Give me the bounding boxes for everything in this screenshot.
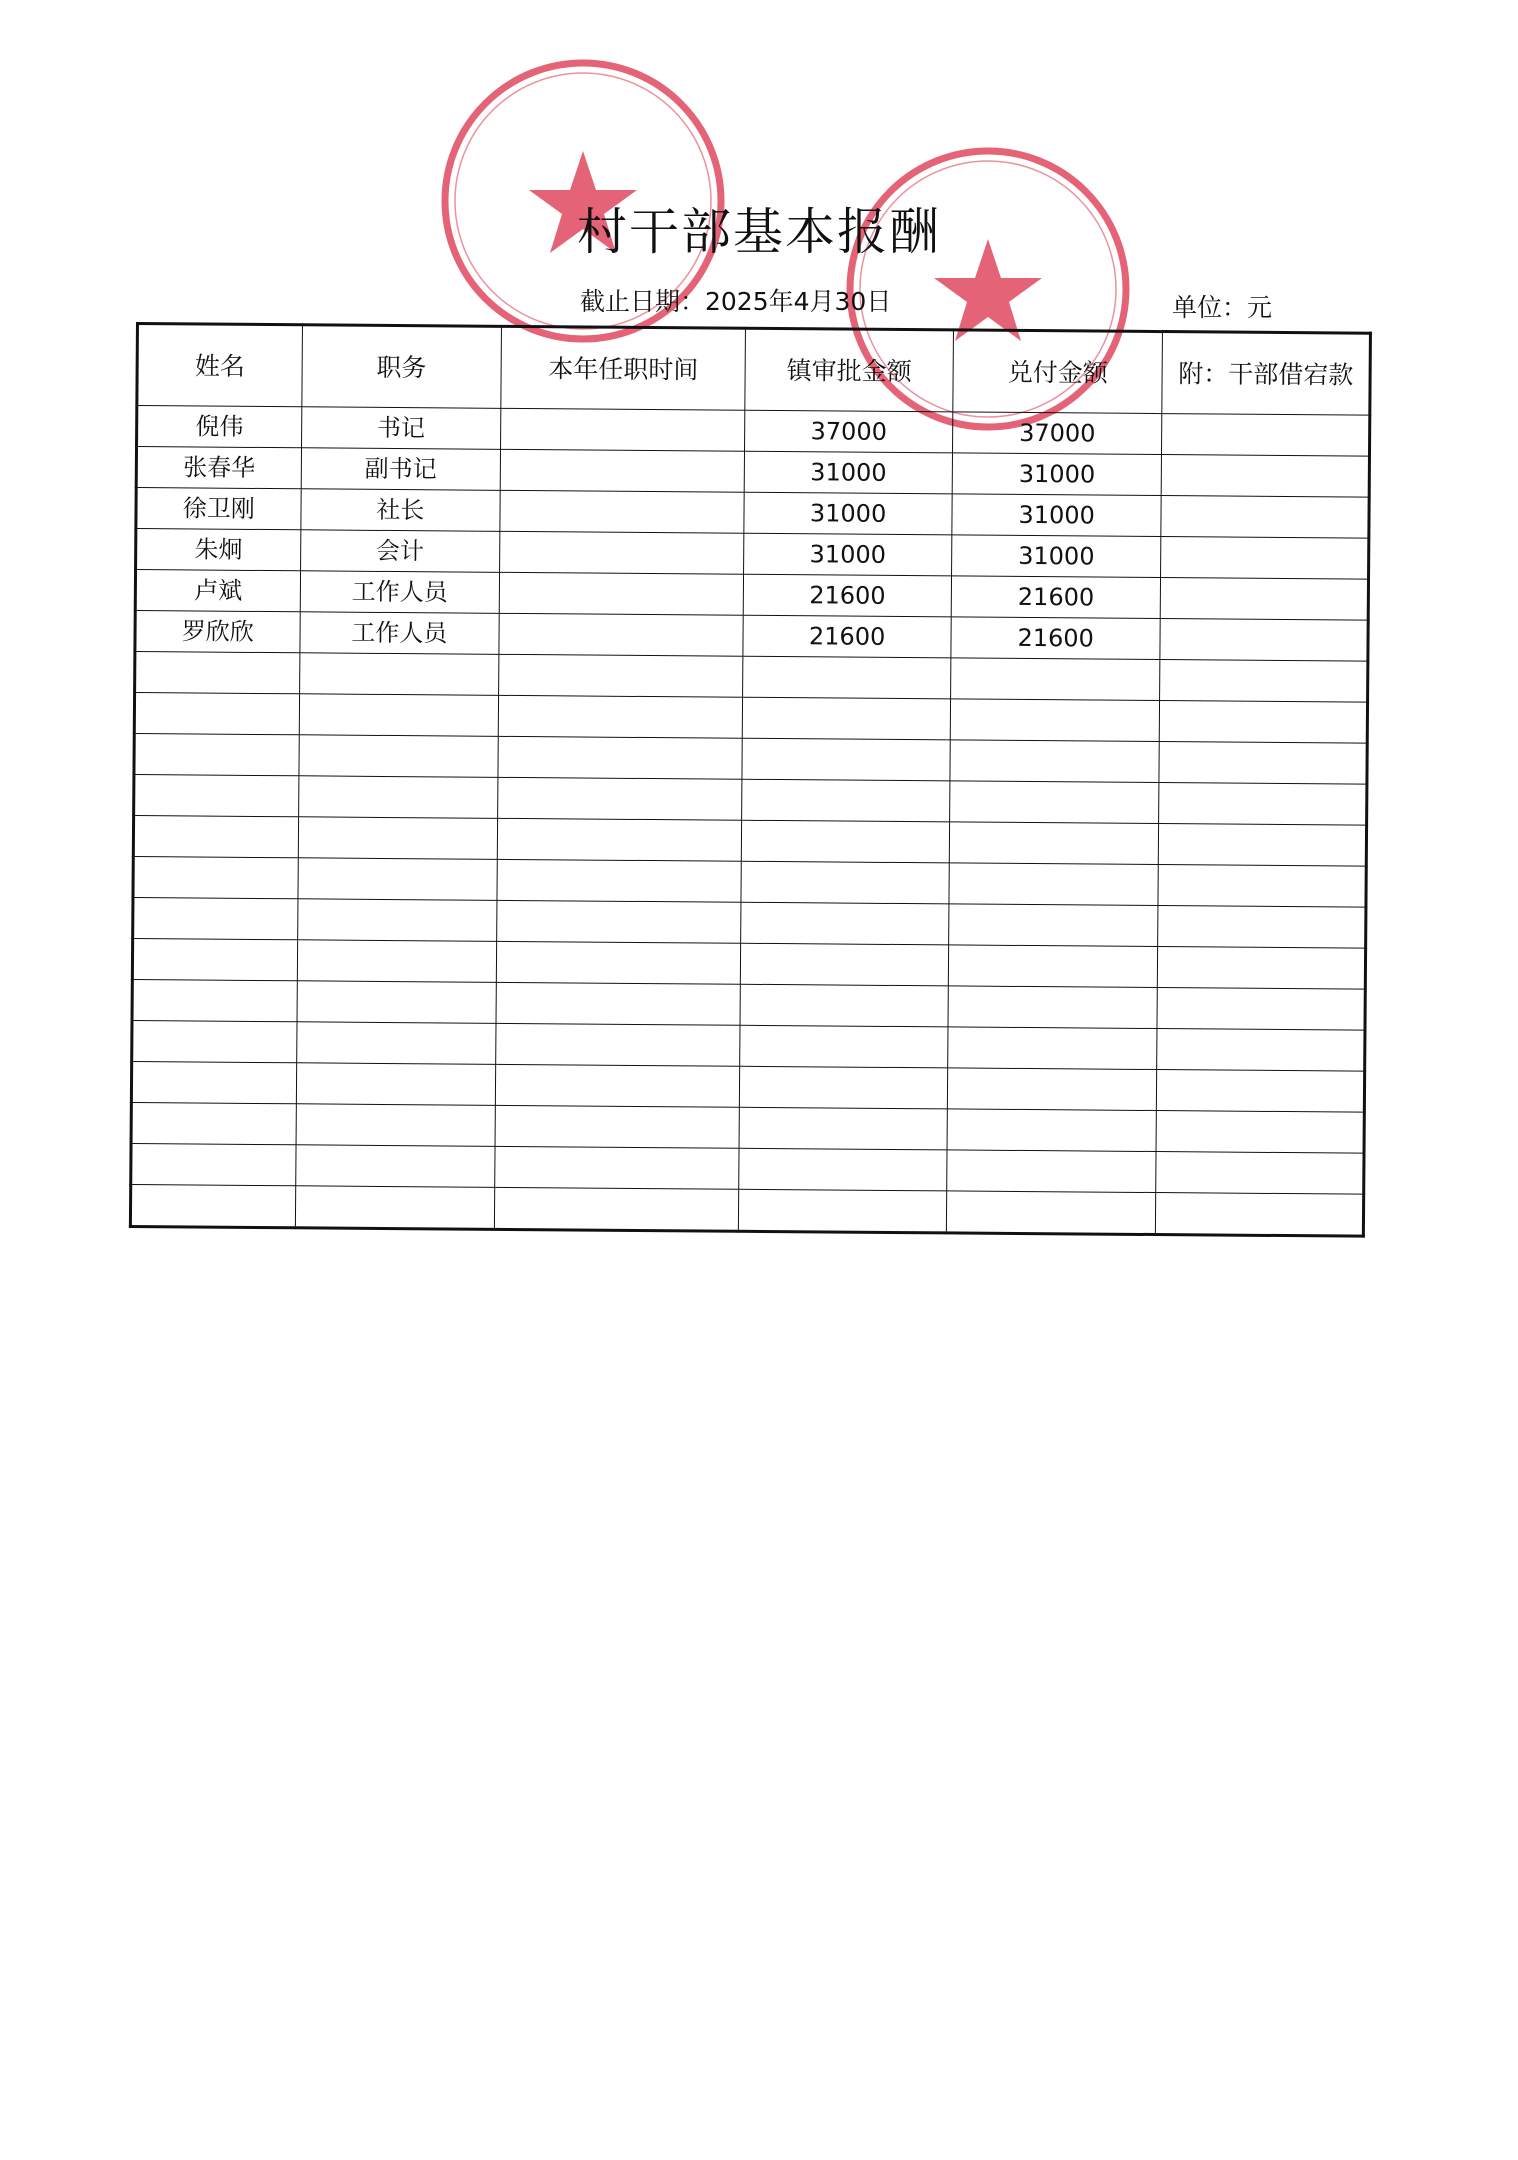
remuneration-table	[129, 322, 1372, 1238]
cell-tenure	[499, 613, 744, 656]
cell-name	[131, 1061, 296, 1103]
cell-paid-amount	[949, 904, 1159, 947]
cell-paid-amount: 31000	[952, 494, 1162, 537]
cell-name	[132, 979, 297, 1021]
cell-tenure	[498, 695, 743, 738]
cell-cadre-loans	[1161, 537, 1369, 580]
cell-approved-amount	[741, 902, 949, 945]
cell-position	[296, 1063, 496, 1106]
cell-cadre-loans	[1160, 619, 1368, 662]
cell-name	[131, 1143, 296, 1185]
cell-tenure	[497, 859, 742, 902]
cell-name	[130, 1184, 295, 1227]
cell-tenure	[500, 490, 745, 533]
cell-approved-amount	[739, 1107, 947, 1150]
cell-approved-amount	[739, 1148, 947, 1191]
cell-approved-amount: 21600	[743, 615, 951, 658]
cell-cadre-loans	[1162, 414, 1370, 457]
cell-position: 社长	[300, 489, 500, 532]
cell-paid-amount	[949, 822, 1159, 865]
cell-name	[135, 652, 300, 694]
cell-paid-amount	[948, 1027, 1158, 1070]
header-name: 姓名	[137, 324, 302, 407]
cell-position: 副书记	[301, 448, 501, 491]
cell-paid-amount	[948, 945, 1158, 988]
header-tenure: 本年任职时间	[501, 326, 746, 410]
cell-approved-amount	[740, 984, 948, 1027]
cell-approved-amount	[740, 1025, 948, 1068]
cell-approved-amount: 31000	[744, 533, 952, 576]
cell-cadre-loans	[1159, 742, 1367, 785]
cell-name	[131, 1102, 296, 1144]
cell-cadre-loans	[1157, 1070, 1365, 1113]
table-header-row	[137, 324, 1371, 416]
cell-name	[132, 938, 297, 980]
cell-position	[299, 694, 499, 737]
cell-paid-amount	[949, 863, 1159, 906]
cell-tenure	[495, 1064, 740, 1107]
cell-approved-amount	[740, 1066, 948, 1109]
cutoff-date: 截止日期：2025年4月30日	[580, 287, 892, 316]
cell-paid-amount: 21600	[951, 576, 1161, 619]
cell-name	[134, 774, 299, 816]
cell-cadre-loans	[1158, 865, 1366, 908]
cell-position: 会计	[300, 530, 500, 573]
cell-cadre-loans	[1158, 947, 1366, 990]
cell-cadre-loans	[1161, 578, 1369, 621]
cell-position	[295, 1186, 495, 1230]
cell-cadre-loans	[1156, 1152, 1364, 1195]
cell-position	[296, 1104, 496, 1147]
cell-paid-amount	[950, 740, 1160, 783]
cell-paid-amount	[947, 1109, 1157, 1152]
cell-tenure	[500, 531, 745, 574]
cell-approved-amount	[739, 1189, 947, 1233]
cell-paid-amount: 31000	[952, 453, 1162, 496]
cell-name	[134, 733, 299, 775]
cell-cadre-loans	[1159, 783, 1367, 826]
cell-cadre-loans	[1159, 824, 1367, 867]
cell-position	[297, 899, 497, 942]
cell-tenure	[499, 572, 744, 615]
cell-name: 张春华	[136, 447, 301, 489]
header-paid-amount: 兑付金额	[953, 330, 1163, 414]
cell-cadre-loans	[1156, 1193, 1364, 1237]
cell-approved-amount: 31000	[744, 451, 952, 494]
cell-paid-amount	[948, 986, 1158, 1029]
cell-position	[299, 735, 499, 778]
cell-name: 朱炯	[136, 529, 301, 571]
cell-approved-amount	[741, 943, 949, 986]
cell-position: 工作人员	[300, 571, 500, 614]
cell-cadre-loans	[1157, 988, 1365, 1031]
cell-approved-amount: 31000	[744, 492, 952, 535]
cell-tenure	[494, 1187, 739, 1231]
header-approved-amount: 镇审批金额	[745, 328, 953, 412]
cell-name: 罗欣欣	[135, 611, 300, 653]
cell-paid-amount: 31000	[951, 535, 1161, 578]
header-cadre-loans: 附：干部借宕款	[1162, 332, 1370, 416]
cell-tenure	[498, 736, 743, 779]
cell-tenure	[500, 449, 745, 492]
cell-tenure	[496, 941, 741, 984]
cell-approved-amount	[743, 697, 951, 740]
cell-name: 卢斌	[135, 570, 300, 612]
cell-cadre-loans	[1156, 1111, 1364, 1154]
cell-approved-amount: 21600	[744, 574, 952, 617]
cell-name: 倪伟	[137, 406, 302, 448]
cell-position: 书记	[301, 407, 501, 450]
cell-position	[295, 1145, 495, 1188]
cell-paid-amount: 21600	[951, 617, 1161, 660]
cell-approved-amount: 37000	[745, 410, 953, 453]
cell-name	[132, 1020, 297, 1062]
cell-paid-amount	[950, 658, 1160, 701]
cell-position	[299, 653, 499, 696]
cell-paid-amount	[947, 1068, 1157, 1111]
cell-approved-amount	[742, 820, 950, 863]
cell-tenure	[496, 1023, 741, 1066]
cell-name: 徐卫刚	[136, 488, 301, 530]
cell-position: 工作人员	[299, 612, 499, 655]
cell-approved-amount	[741, 861, 949, 904]
cell-position	[297, 940, 497, 983]
cell-approved-amount	[742, 738, 950, 781]
cell-tenure	[496, 982, 741, 1025]
cell-paid-amount	[949, 781, 1159, 824]
cell-paid-amount	[947, 1150, 1157, 1193]
cell-tenure	[497, 818, 742, 861]
cell-tenure	[499, 654, 744, 697]
cell-tenure	[495, 1146, 740, 1189]
cell-name	[133, 897, 298, 939]
currency-unit: 单位：元	[1172, 293, 1273, 322]
cell-name	[133, 856, 298, 898]
cell-position	[297, 981, 497, 1024]
table-row	[130, 1184, 1363, 1236]
cell-tenure	[501, 408, 746, 451]
cell-cadre-loans	[1160, 660, 1368, 703]
cell-position	[298, 817, 498, 860]
cell-cadre-loans	[1161, 496, 1369, 539]
document-title: 村干部基本报酬	[577, 203, 941, 261]
cell-cadre-loans	[1157, 1029, 1365, 1072]
cell-approved-amount	[743, 656, 951, 699]
header-position: 职务	[301, 325, 501, 409]
cell-paid-amount: 37000	[952, 412, 1162, 455]
cell-cadre-loans	[1158, 906, 1366, 949]
cell-tenure	[497, 900, 742, 943]
cell-position	[298, 776, 498, 819]
cell-position	[298, 858, 498, 901]
cell-cadre-loans	[1162, 455, 1370, 498]
cell-paid-amount	[950, 699, 1160, 742]
cell-name	[133, 815, 298, 857]
cell-approved-amount	[742, 779, 950, 822]
cell-name	[134, 693, 299, 735]
cell-tenure	[495, 1105, 740, 1148]
cell-cadre-loans	[1160, 701, 1368, 744]
cell-tenure	[498, 777, 743, 820]
cell-position	[296, 1022, 496, 1065]
cell-paid-amount	[946, 1191, 1156, 1235]
